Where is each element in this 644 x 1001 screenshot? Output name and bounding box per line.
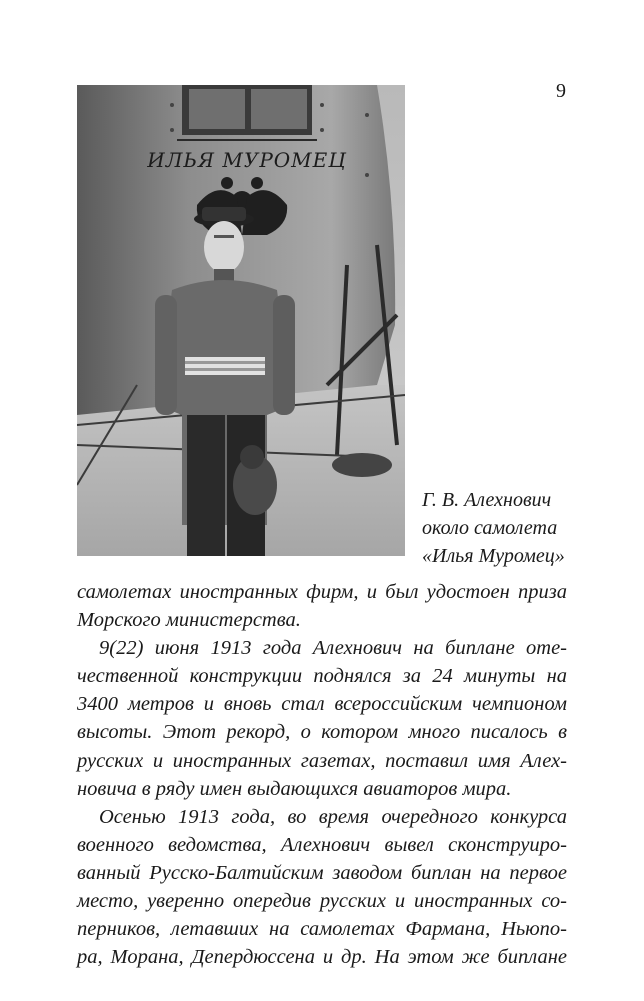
caption-line: около самолета	[422, 517, 558, 539]
photo-caption	[422, 486, 637, 570]
text-line: чественной конструкции поднялся за 24 минуты на	[77, 665, 567, 688]
text-line: Морского министерства.	[77, 609, 301, 632]
caption-line: «Илья Муромец»	[422, 545, 565, 567]
text-line: 3400 метров и вновь стал всероссийским чемпионом	[77, 693, 567, 716]
text-line: русских и иностранных газетах, поставил имя Алех-	[77, 749, 567, 772]
caption-line: Г. В. Алехнович	[422, 489, 552, 511]
text-line: перников, летавших на самолетах Фармана, Ньюпо-	[77, 918, 567, 941]
text-line: Осенью 1913 года, во время очередного конкурса	[99, 805, 567, 828]
text-line: 9(22) июня 1913 года Алехнович на биплане оте-	[99, 637, 567, 660]
photo-aviator-by-airplane	[77, 85, 405, 556]
text-line: ванный Русско-Балтийским заводом биплан на первое	[77, 861, 567, 884]
text-line: высоты. Этот рекорд, о котором много писалось в	[77, 721, 567, 744]
text-line: новича в ряду имен выдающихся авиаторов мира.	[77, 777, 512, 800]
text-line: самолетах иностранных фирм, и был удостоен приза	[77, 581, 567, 603]
text-line: ра, Морана, Депердюссена и др. На этом же биплане	[77, 946, 567, 969]
aircraft-name-lettering: ИЛЬЯ МУРОМЕЦ	[147, 148, 347, 172]
text-line: место, уверенно опередив русских и иностранных со-	[77, 890, 567, 913]
text-line: военного ведомства, Алехнович вывел сконструиро-	[77, 833, 567, 856]
page-number: 9	[556, 80, 566, 102]
body-text	[77, 578, 567, 971]
